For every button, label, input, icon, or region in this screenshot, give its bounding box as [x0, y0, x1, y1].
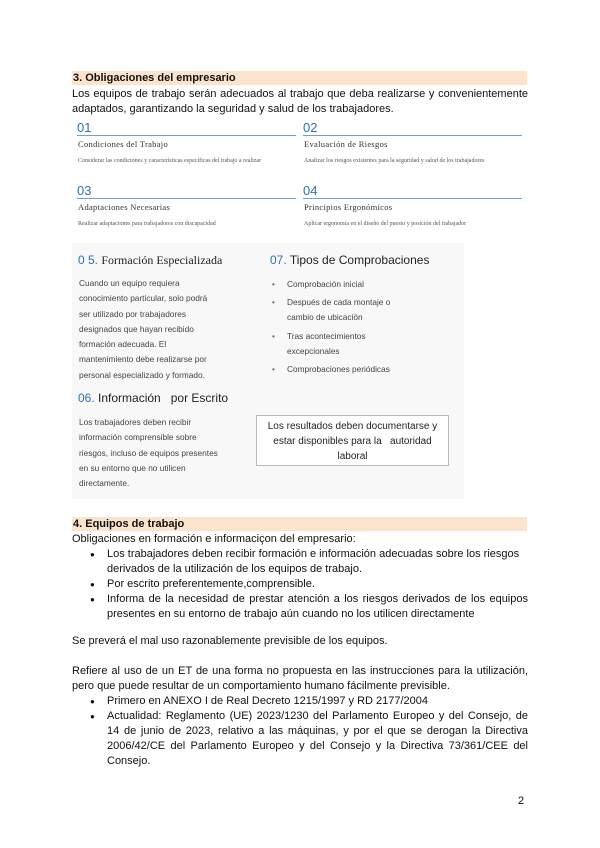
comprobaciones-item: • Después de cada montaje o — [287, 295, 390, 310]
grid-number: 03 — [77, 183, 92, 198]
comprobaciones-item-continued: cambio de ubicación — [287, 312, 363, 322]
section-3-intro: Los equipos de trabajo serán adecuados al trabajo que deba realizarse y convenientemente adaptados, garantizando la seguridad y salud de los trabajadores. — [72, 88, 528, 115]
list-item: ● Actualidad: Reglamento (UE) 2023/1230 del Parlamento Europeo y del Consejo, de 14 de junio de 2023, relativo a las máquinas, y por el que se derogan la Directiva 2006/42/CE del Parlamento Europeo y del Consejo y la Directiva 73/361/CEE del Consejo. — [90, 709, 528, 769]
text-line: riesgos, incluso de equipos presentes — [79, 447, 218, 458]
comprobaciones-heading — [270, 253, 429, 267]
comprobaciones-item: • Tras acontecimientos — [287, 329, 366, 344]
list-item: ● Los trabajadores deben recibir formación e información adecuadas sobre los riesgos derivados de la utilización de los equipos de trabajo. — [90, 547, 528, 577]
comprobaciones-item: • Comprobación inicial — [287, 277, 364, 292]
section-4-intro: Obligaciones en formación e informaciçon del empresario: — [72, 533, 356, 545]
grid-description: Aplicar ergonomía en el diseño del puesto y posición del trabajador — [304, 221, 467, 227]
grid-title: Condiciones del Trabajo — [78, 139, 169, 149]
obligations-list — [90, 547, 528, 622]
informacion-title: Información por Escrito — [98, 391, 229, 405]
grid-title: Evaluación de Riesgos — [304, 139, 388, 149]
grid-number: 04 — [303, 183, 318, 198]
grid-number: 02 — [303, 120, 318, 135]
section-4-heading: 4. Equipos de trabajo — [72, 517, 527, 531]
list-item: ● Primero en ANEXO I de Real Decreto 1215/1997 y RD 2177/2004 — [90, 694, 528, 709]
text-line: mantenimiento debe realizarse por — [79, 354, 207, 365]
text-line: directamente. — [79, 478, 130, 489]
text-line: designados que hayan recibido — [79, 323, 194, 334]
grid-title: Principios Ergonómicos — [304, 202, 393, 212]
informacion-heading — [78, 391, 228, 405]
grid-description: Considerar las condiciones y características específicas del trabajo a realizar — [78, 158, 262, 164]
divider — [77, 135, 296, 136]
list-item: ● Informa de la necesidad de prestar atención a los riesgos derivados de los equipos presentes en su entorno de trabajo aún cuando no los utilicen directamente — [90, 592, 528, 622]
grid-number: 01 — [77, 120, 92, 135]
misuse-definition: Refiere al uso de un ET de una forma no propuesta en las instrucciones para la utilización, pero que puede resultar de un comportamiento humano fácilmente previsible. — [72, 665, 528, 692]
comprobaciones-item: • Comprobaciones periódicas — [287, 362, 390, 377]
text-line: personal especializado y formado. — [79, 369, 205, 380]
misuse-paragraph: Se preverá el mal uso razonablemente previsible de los equipos. — [72, 635, 388, 647]
results-line: Los resultados deben documentarse y — [267, 421, 438, 432]
page-number: 2 — [518, 795, 525, 807]
text-line: Los trabajadores deben recibir — [79, 417, 192, 427]
comprobaciones-number: 07. — [270, 253, 287, 267]
grid-description: Realizar adaptaciones para trabajadores con discapacidad — [78, 221, 216, 227]
text-line: conocimiento particular, solo podrá — [79, 293, 208, 304]
section-3-heading: 3. Obligaciones del empresario — [72, 71, 527, 85]
text-line: Cuando un equipo requiera — [79, 278, 180, 288]
text-line: formación adecuada. El — [79, 339, 167, 350]
formacion-title: Formación Especializada — [101, 253, 223, 267]
comprobaciones-item-continued: excepcionales — [287, 346, 340, 356]
formacion-text — [79, 276, 207, 383]
text-line: ser utilizado por trabajadores — [79, 308, 186, 319]
results-line: estar disponibles para la autoridad — [273, 436, 432, 447]
informacion-number: 06. — [78, 391, 95, 405]
divider — [303, 198, 522, 199]
results-note — [256, 415, 449, 466]
divider — [77, 198, 296, 199]
results-line: laboral — [337, 451, 368, 462]
formacion-heading — [78, 253, 222, 268]
grid-description: Analizar los riesgos existentes para la seguridad y salud de los trabajadores — [304, 158, 485, 164]
divider — [303, 135, 522, 136]
informacion-text — [79, 415, 218, 491]
formacion-number: 0 5. — [78, 253, 99, 267]
grid-title: Adaptaciones Necesarias — [78, 202, 171, 212]
list-item: ● Por escrito preferentemente,comprensible. — [90, 577, 528, 592]
comprobaciones-title: Tipos de Comprobaciones — [289, 253, 430, 267]
regulations-list — [90, 694, 528, 769]
text-line: información comprensible sobre — [79, 432, 197, 443]
text-line: en su entorno que no utilicen — [79, 462, 186, 473]
